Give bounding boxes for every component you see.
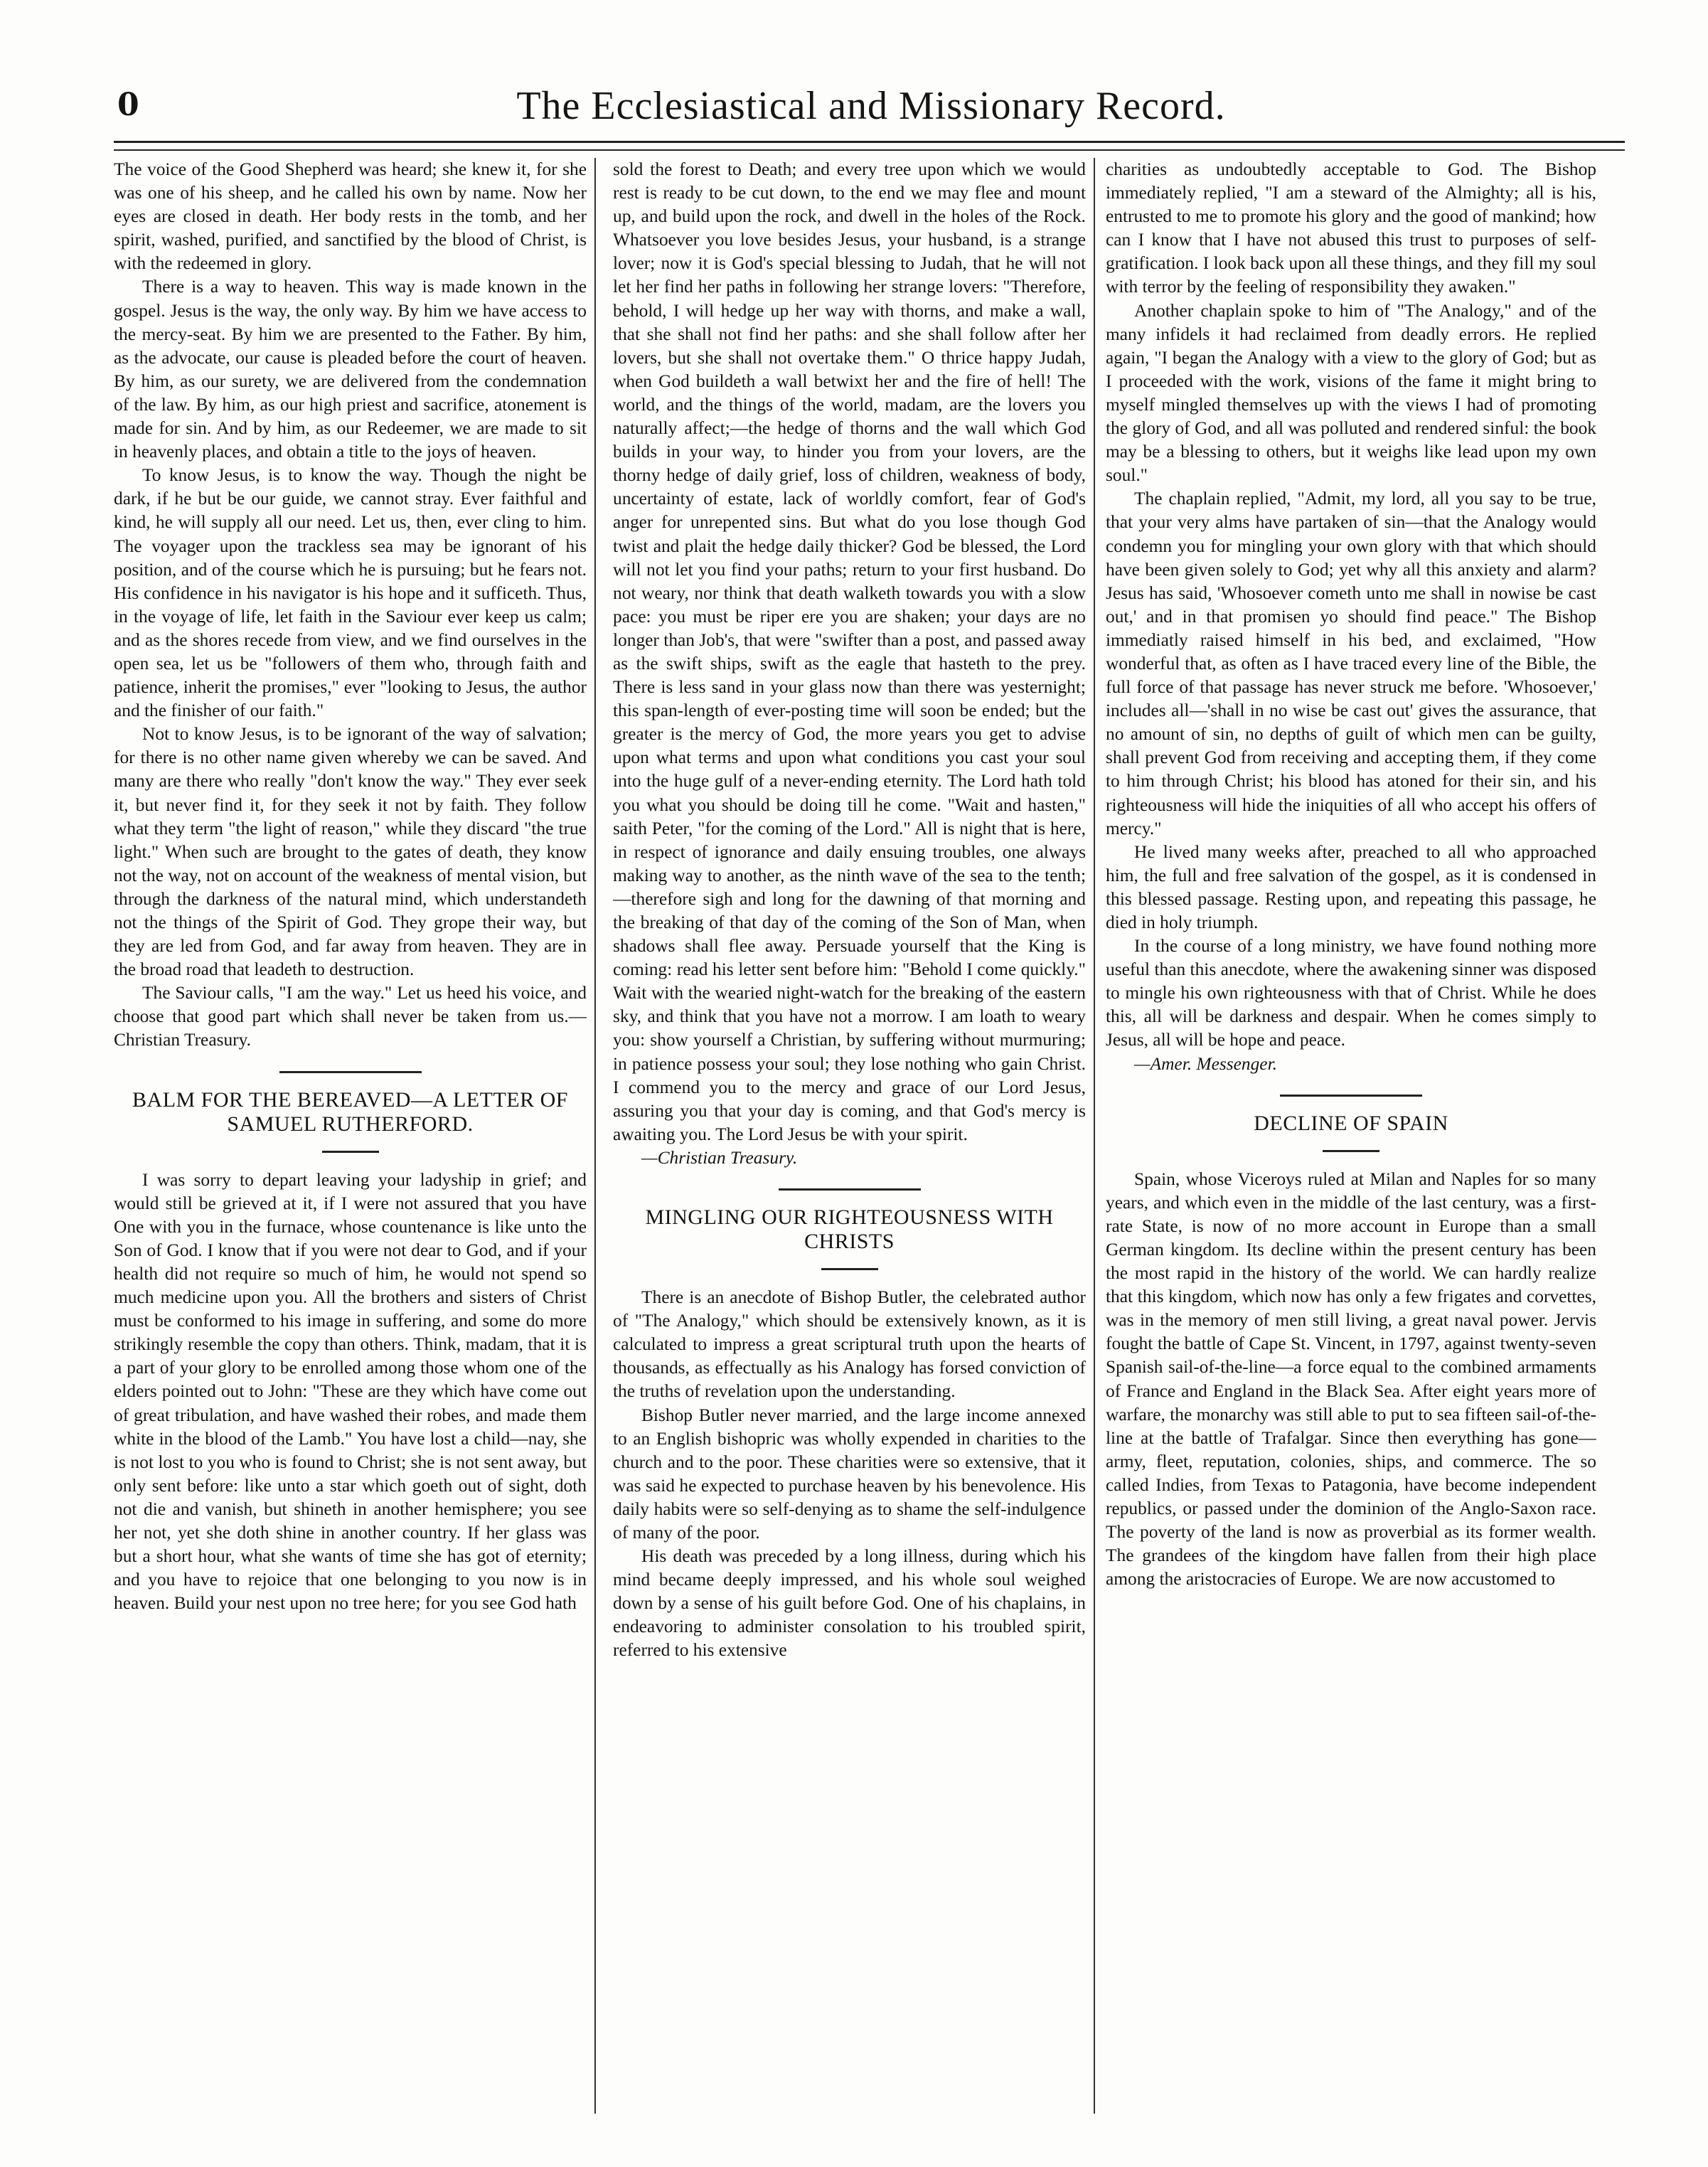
article-paragraph: Another chaplain spoke to him of "The Analogy," and of the many infidels it had reclaimed from deadly errors. He replied again, "I began the Analogy with a view to the glory of God; but as I proceeded with the work, visions of the fame it might bring to myself mingled themselves up with the views I had of promoting the glory of God, and all was polluted and rendered sinful: the book may be a blessing to others, but it weighs like lead upon my own soul." [1106,300,1596,486]
page-header [117,84,1625,134]
article-paragraph: He lived many weeks after, preached to all who approached him, the full and free salvation of the gospel, as it is condensed in this blessed passage. Resting upon, and repeating this passage, he died in holy triumph. [1106,841,1596,932]
heading-rule [322,1151,379,1153]
column-divider [1094,158,1095,2114]
column-3 [1106,158,1596,2110]
article-paragraph: To know Jesus, is to know the way. Though the night be dark, if he but be our guide, we cannot stray. Ever faithful and kind, he will supply all our need. Let us, then, ever cling to him. The voyager upon the trackless sea may be ignorant of his position, and of the course which he is pursuing; but he fears not. His confidence in his navigator is his hope and it sufficeth. Thus, in the voyage of life, let faith in the Saviour ever keep us calm; and as the shores recede from view, and we find ourselves in the open sea, let us be "followers of them who, through faith and patience, inherit the promises," ever "looking to Jesus, the author and the finisher of our faith." [114,465,587,721]
heading-rule [1323,1150,1379,1152]
article-paragraph: His death was preceded by a long illness, during which his mind became deeply impressed, and his whole soul weighed down by a sense of his guilt before God. One of his chaplains, in endeavoring to administer consolation to his troubled spirit, referred to his extensive [613,1546,1086,1661]
page-number: 0 [117,87,139,123]
header-double-rule [114,141,1625,151]
article-paragraph: Bishop Butler never married, and the large income annexed to an English bishopric was wholly expended in charities to the church and to the poor. These charities were so extensive, that it was said he expected to purchase heaven by his benevolence. His daily habits were so self-denying as to shame the self-indulgence of many of the poor. [613,1405,1086,1543]
column-1 [114,158,587,2110]
article-heading: BALM FOR THE BEREAVED—A LETTER OF SAMUEL RUTHERFORD. [132,1087,568,1136]
column-2 [613,158,1086,2110]
running-title: The Ecclesiastical and Missionary Record. [516,84,1226,128]
column-divider [594,158,596,2114]
article-paragraph: The Saviour calls, "I am the way." Let us heed his voice, and choose that good part which shall never be taken from us.—Christian Treasury. [114,983,587,1050]
article-paragraph: I was sorry to depart leaving your ladyship in grief; and would still be grieved at it, if I were not assured that you have One with you in the furnace, whose countenance is like unto the Son of God. I know that if you were not dear to God, and if your health did not require so much of him, he would not spend so much medicine upon you. All the brothers and sisters of Christ must be conformed to his image in suffering, and some do more strikingly resemble the copy than others. Think, madam, that it is a part of your glory to be enrolled among those whom one of the elders pointed out to John: "These are they which have come out of great tribulation, and have washed their robes, and made them white in the blood of the Lamb." You have lost a child—nay, she is not lost to you who is found to Christ; she is not sent away, but only sent before: like unto a star which goeth out of sight, doth not die and vanish, but shineth in another hemisphere; you see her not, yet she doth shine in another country. If her glass was but a short hour, what she wants of time she has got of eternity; and you have to rejoice that one belonging to you now is in heaven. Build your nest upon no tree here; for you see God hath [114,1169,587,1614]
article-paragraph: Spain, whose Viceroys ruled at Milan and Naples for so many years, and which even in the middle of the last century, was a first-rate State, is now of no more account in Europe than a small German kingdom. Its decline within the present century has been the most rapid in the history of the world. We can hardly realize that this kingdom, which now has only a few frigates and corvettes, was in the memory of men still living, a great naval power. Jervis fought the battle of Cape St. Vincent, in 1797, against twenty-seven Spanish sail-of-the-line—a force equal to the combined armaments of France and England in the Black Sea. After eight years more of warfare, the monarchy was still able to put to sea fifteen sail-of-the-line at the battle of Trafalgar. Since then everything has gone—army, fleet, reputation, colonies, ships, and commerce. The so called Indies, from Texas to Patagonia, have become independent republics, or passed under the dominion of the Anglo-Saxon race. The poverty of the land is now as proverbial as its former wealth. The grandees of the kingdom have fallen from their high place among the aristocracies of Europe. We are now accustomed to [1106,1168,1596,1590]
article-paragraph: sold the forest to Death; and every tree upon which we would rest is ready to be cut down, to the end we may flee and mount up, and build upon the rock, and dwell in the holes of the Rock. Whatsoever you love besides Jesus, your husband, is a strange lover; now it is God's special blessing to Judah, that he will not let her find her paths in following her strange lovers: "Therefore, behold, I will hedge up her way with thorns, and make a wall, that she shall not find her paths: and she shall follow after her lovers, but she shall not overtake them." O thrice happy Judah, when God buildeth a wall betwixt her and the fire of hell! The world, and the things of the world, madam, are the lovers you naturally affect;—the hedge of thorns and the wall which God builds in your way, to hinder you from your lovers, are the thorny hedge of daily grief, loss of children, weakness of body, uncertainty of estate, lack of worldly comfort, fear of God's anger for unrepented sins. But what do you lose though God twist and plait the hedge daily thicker? God be blessed, the Lord will not let you find your paths; return to your first husband. Do not weary, nor think that death walketh towards you with a slow pace: you must be riper ere you are shaken; your days are no longer than Job's, that were "swifter than a post, and passed away as the swift ships, swift as the eagle that hasteth to the prey. There is less sand in your glass now than there was yesternight; this span-length of ever-posting time will soon be ended; but the greater is the mercy of God, the more years you get to advise upon what terms and upon what conditions you cast your soul into the huge gulf of a never-ending eternity. The Lord hath told you what you should be doing till he come. "Wait and hasten," saith Peter, "for the coming of the Lord." All is night that is here, in respect of ignorance and daily ensuing troubles, one always making way to another, as the ninth wave of the sea to the tenth;—therefore sigh and long for the dawning of that morning and the breaking of that day of the coming of the Son of Man, when shadows shall flee away. Persuade yourself that the King is coming: read his letter sent before him: "Behold I come quickly." Wait with the wearied night-watch for the breaking of the eastern sky, and think that you have not a morrow. I am loath to weary you: show yourself a Christian, by suffering without murmuring; in patience possess your soul; they lose nothing who gain Christ. I commend you to the mercy and grace of our Lord Jesus, assuring you that your day is coming, and that God's mercy is awaiting you. The Lord Jesus be with your spirit. [613,159,1086,1144]
heading-rule [821,1268,878,1270]
section-divider [279,1068,422,1075]
article-paragraph: The voice of the Good Shepherd was heard; she knew it, for she was one of his sheep, and he called his own by name. Now her eyes are closed in death. Her body rests in the tomb, and her spirit, washed, purified, and sanctified by the blood of Christ, is with the redeemed in glory. [114,159,587,274]
article-source: —Christian Treasury. [641,1147,798,1168]
article-source: —Amer. Messenger. [1134,1053,1277,1074]
section-divider [1280,1092,1422,1099]
article-paragraph: The chaplain replied, "Admit, my lord, all you say to be true, that your very alms have partaken of sin—that the Analogy would condemn you for mingling your own glory with that which should have been given solely to God; yet why all this anxiety and alarm? Jesus has said, 'Whosoever cometh unto me shall in nowise be cast out,' and in that promisen yo should find peace." The Bishop immediatly raised himself in his bed, and exclaimed, "How wonderful that, as often as I have traced every line of the Bible, the full force of that passage has never struck me before. 'Whosoever,' includes all—'shall in no wise be cast out' gives the assurance, that no amount of sin, no depths of guilt of which men can be guilty, shall prevent God from receiving and accepting them, if they come to him through Christ; his blood has atoned for their sin, and his righteousness will hide the iniquities of all who accept his offers of mercy." [1106,489,1596,838]
article-paragraph: There is an anecdote of Bishop Butler, the celebrated author of "The Analogy," which should be extensively known, as it is calculated to impress a great scriptural truth upon the hearts of thousands, as effectually as his Analogy has forsed conviction of the truths of revelation upon the understanding. [613,1287,1086,1402]
article-paragraph: charities as undoubtedly acceptable to God. The Bishop immediately replied, "I am a steward of the Almighty; all is his, entrusted to me to promote his glory and the good of mankind; how can I know that I have not abused this trust to purposes of self-gratification. I look back upon all these things, and they fill my soul with terror by the feeling of responsibility they awaken." [1106,159,1596,297]
article-paragraph: There is a way to heaven. This way is made known in the gospel. Jesus is the way, the only way. By him we have access to the mercy-seat. By him we are presented to the Father. By him, as the advocate, our cause is pleaded before the court of heaven. By him, as our surety, we are delivered from the condemnation of the law. By him, as our high priest and sacrifice, atonement is made for sin. And by him, as our Redeemer, we are made to sit in heavenly places, and obtain a title to the joys of heaven. [114,277,587,462]
article-heading: MINGLING OUR RIGHTEOUSNESS WITH CHRISTS [645,1205,1054,1254]
article-paragraph: Not to know Jesus, is to be ignorant of the way of salvation; for there is no other name given whereby we can be saved. And many are there who really "don't know the way." They ever seek it, but never find it, for they seek it not by faith. They follow what they term "the light of reason," while they discard "the true light." When such are brought to the gates of death, they know not the way, not on account of the weakness of mental vision, but through the darkness of the natural mind, which understandeth not the things of the Spirit of God. They grope their way, but they are led from God, and far away from heaven. They are in the broad road that leadeth to destruction. [114,724,587,980]
section-divider [779,1186,921,1193]
article-heading: DECLINE OF SPAIN [1254,1111,1448,1135]
article-paragraph: In the course of a long ministry, we have found nothing more useful than this anecdote, where the awakening sinner was disposed to mingle his own righteousness with that of Christ. While he does this, all will be darkness and despair. When he comes simply to Jesus, all will be hope and peace. [1106,936,1596,1050]
